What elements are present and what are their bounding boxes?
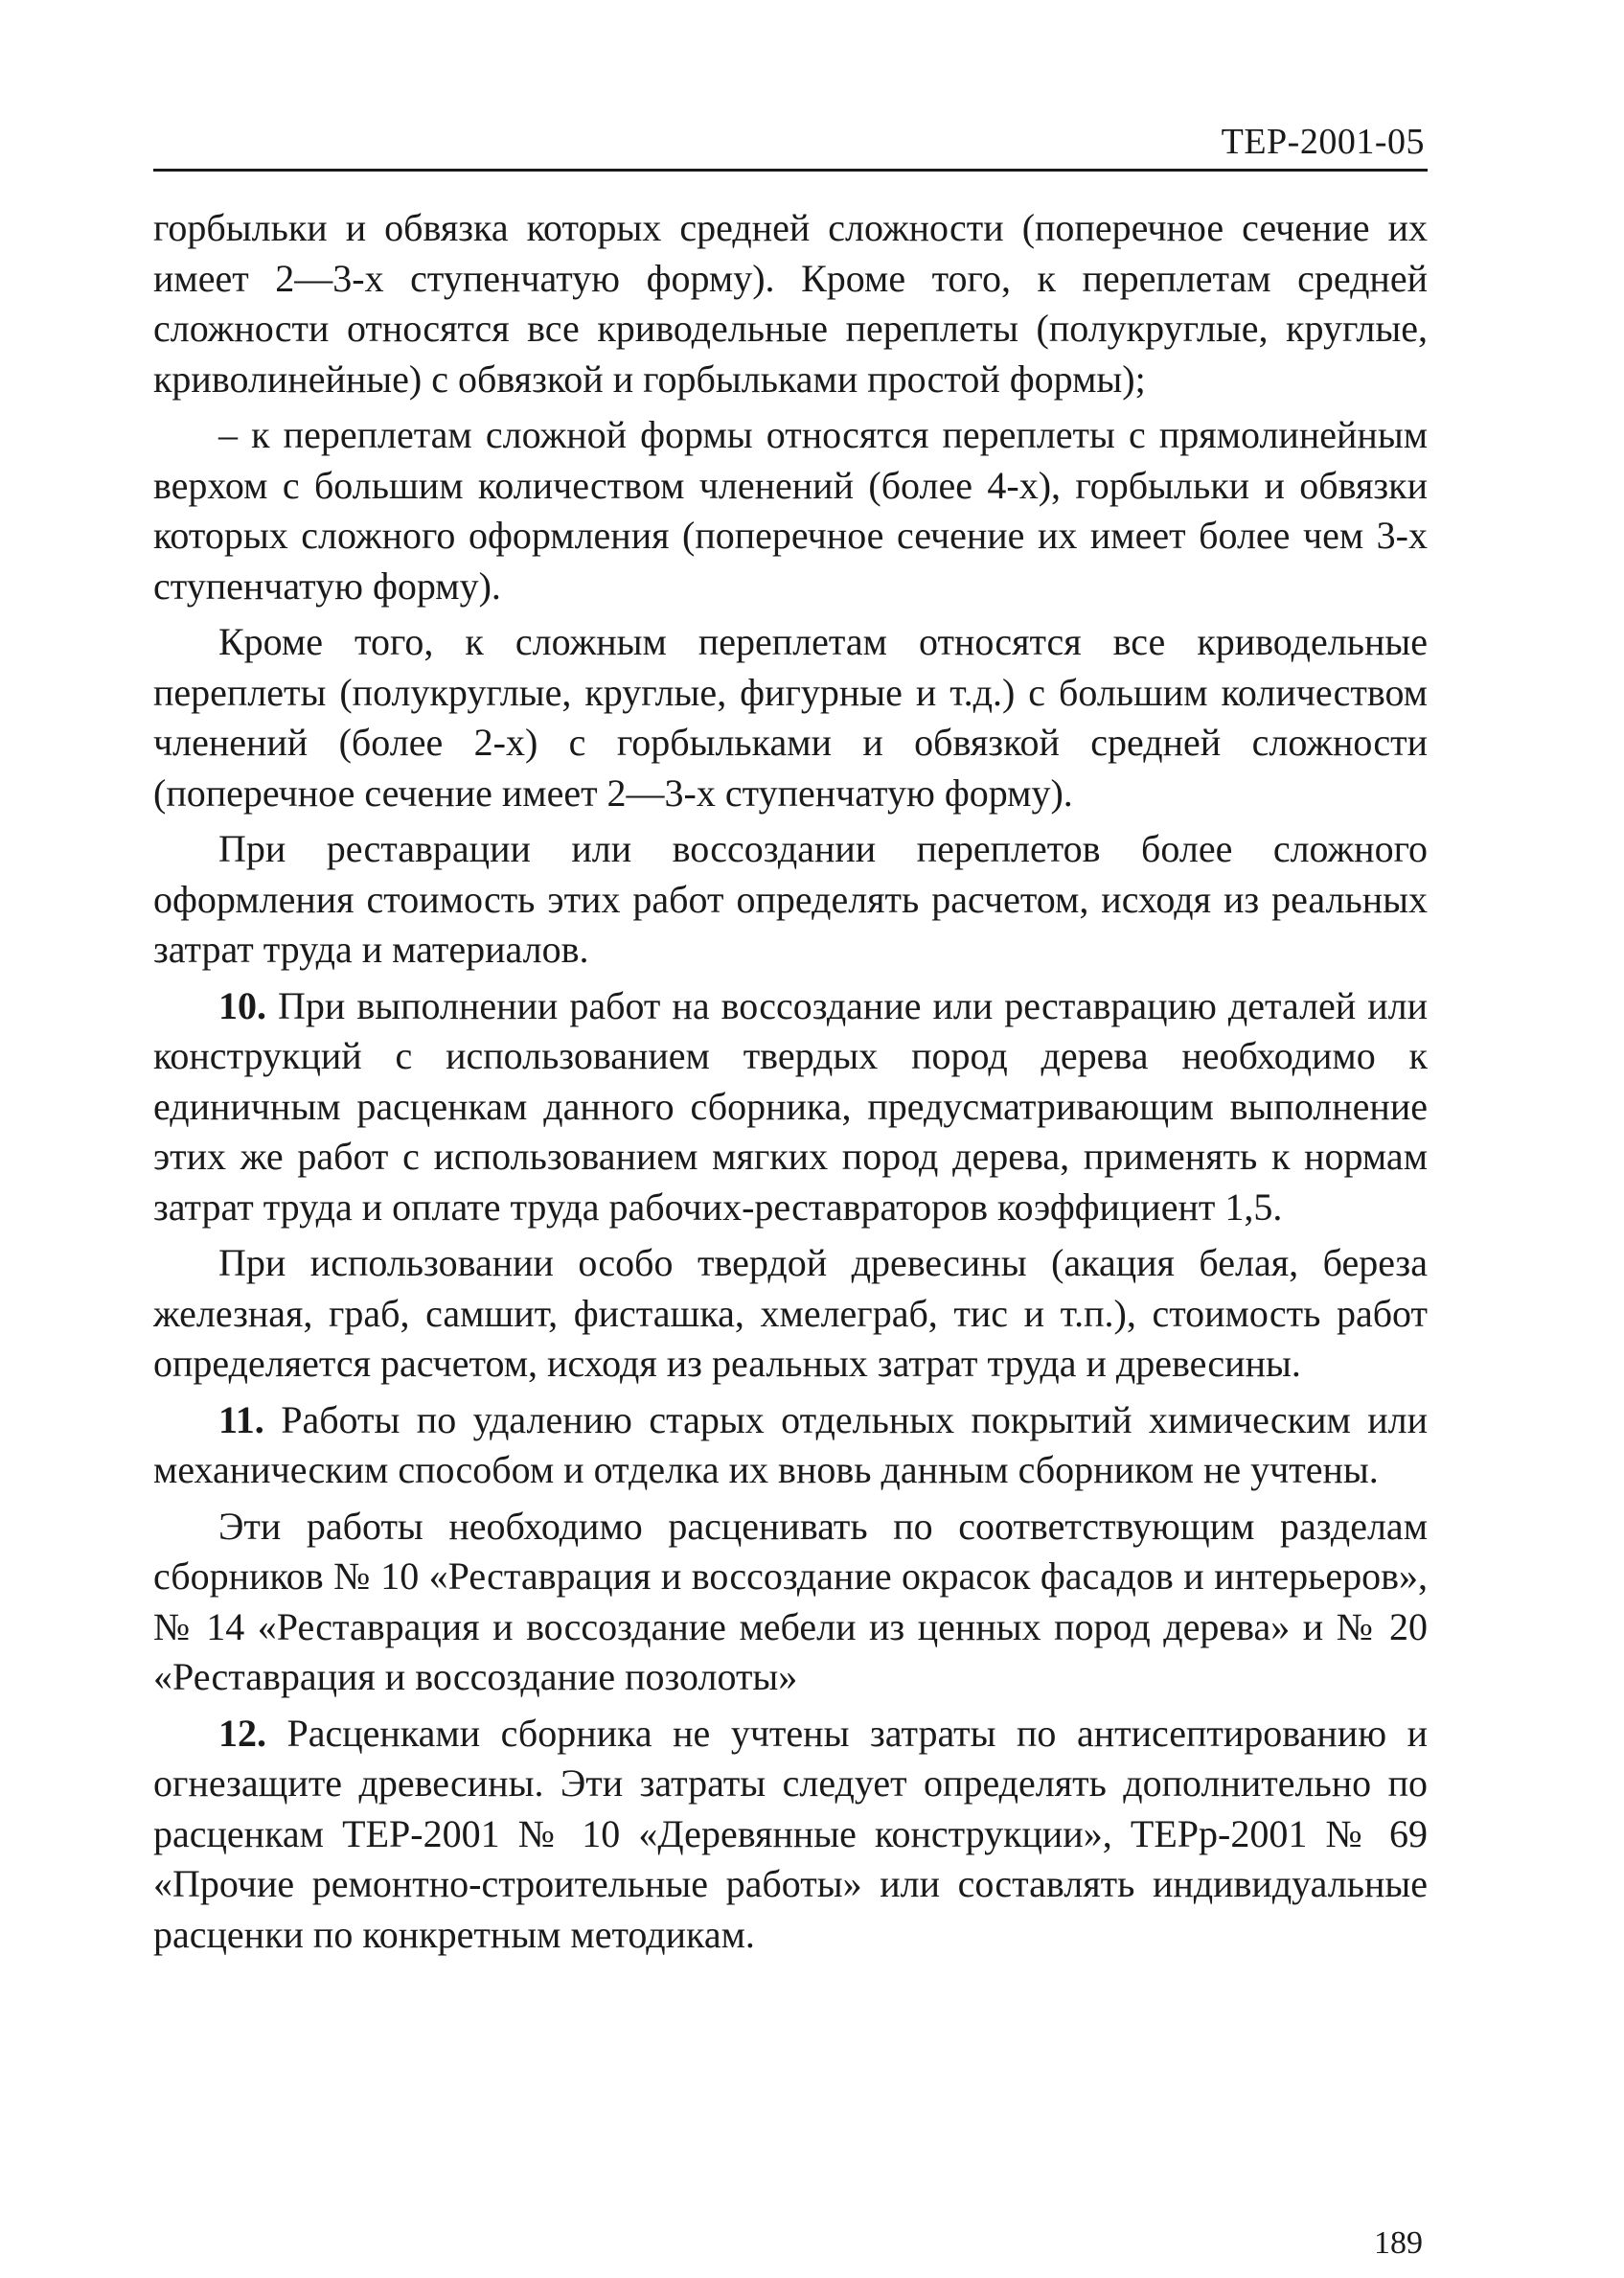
body-text — [153, 203, 1428, 1966]
paragraph-text: – к переплетам сложной формы относятся переплеты с прямолинейным верхом с большим количеством членений (более 4-х), горбыльки и обвязки которых сложного оформления (поперечное сечение их имеет более чем 3-х ступенчатую форму). — [153, 413, 1428, 608]
header-rule — [153, 169, 1428, 172]
paragraph-text: Работы по удалению старых отдельных покрытий химическим или механическим способом и отделка их вновь данным сборником не учтены. — [153, 1397, 1428, 1491]
paragraph-curved-sashes — [153, 617, 1428, 818]
paragraph-text: Эти работы необходимо расценивать по соответствующим разделам сборников № 10 «Реставрация и воссоздание окрасок фасадов и интерьеров», № 14 «Реставрация и воссоздание мебели из ценных пород дерева» и № 20 «Реставрация и воссоздание позолоты» — [153, 1504, 1428, 1698]
item-number: 12. — [218, 1711, 266, 1755]
item-number: 10. — [218, 983, 266, 1027]
paragraph-text: При выполнении работ на воссоздание или реставрацию деталей или конструкций с использованием твердых пород дерева необходимо к единичным расценкам данного сборника, предусматривающим выполнение этих же работ с использованием мягких пород дерева, применять к нормам затрат труда и оплате труда рабочих-реставраторов коэффициент 1,5. — [153, 983, 1428, 1229]
item-number: 11. — [218, 1397, 264, 1441]
paragraph-item-11 — [153, 1395, 1428, 1496]
paragraph-collections-reference — [153, 1502, 1428, 1703]
paragraph-text: При использовании особо твердой древесины (акация белая, береза железная, граб, самшит, фисташка, хмелеграб, тис и т.п.), стоимость работ определяется расчетом, исходя из реальных затрат труда и древесины. — [153, 1241, 1428, 1385]
paragraph-continuation — [153, 203, 1428, 404]
page-number: 189 — [1374, 2225, 1423, 2261]
paragraph-text: При реставрации или воссоздании переплетов более сложного оформления стоимость этих работ определять расчетом, исходя из реальных затрат труда и материалов. — [153, 827, 1428, 971]
paragraph-hardwood — [153, 1238, 1428, 1390]
paragraph-restoration-cost — [153, 824, 1428, 976]
document-code: ТЕР-2001-05 — [1221, 122, 1425, 162]
paragraph-text: Кроме того, к сложным переплетам относятся все криводельные переплеты (полукруглые, круглые, фигурные и т.д.) с большим количеством членений (более 2-х) с горбыльками и обвязкой средней сложности (поперечное сечение имеет 2—3-х ступенчатую форму). — [153, 620, 1428, 815]
paragraph-text: Расценками сборника не учтены затраты по антисептированию и огнезащите древесины. Эти затраты следует определять дополнительно по расценкам ТЕР-2001 № 10 «Деревянные конструкции», ТЕРр-2001 № 69 «Прочие ремонтно-строительные работы» или составлять индивидуальные расценки по конкретным методикам. — [153, 1711, 1429, 1956]
paragraph-text: горбыльки и обвязка которых средней сложности (поперечное сечение их имеет 2—3-х ступенчатую форму). Кроме того, к переплетам средней сложности относятся все криводельные переплеты (полукруглые, круглые, криволинейные) с обвязкой и горбыльками простой формы); — [153, 206, 1428, 401]
paragraph-item-12 — [153, 1709, 1428, 1961]
paragraph-item-10 — [153, 981, 1428, 1233]
paragraph-complex-sashes — [153, 410, 1428, 611]
